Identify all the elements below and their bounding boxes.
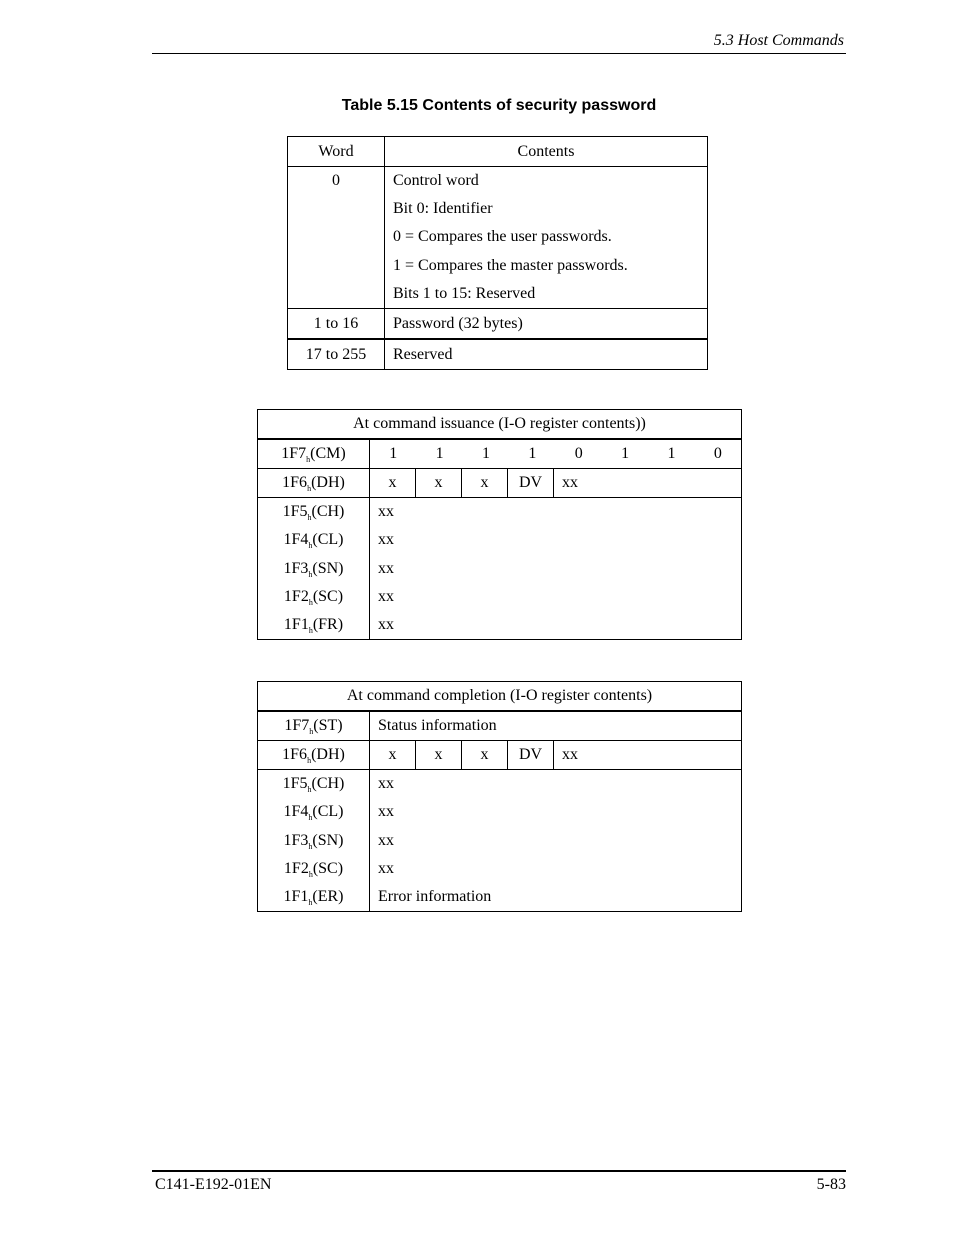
register-name: $1F2_h(SC)$ [283, 859, 344, 879]
register-rows-group [258, 498, 742, 640]
bit-value: 1 [528, 445, 537, 462]
register-row-dh [258, 469, 742, 498]
register-name: $1F6_h(DH)$ [258, 741, 370, 770]
bit-value: 1 [389, 445, 398, 462]
bit-value: x [370, 469, 416, 498]
word-cell: 0 [332, 172, 340, 189]
register-name: $1F4_h(CL)$ [283, 531, 344, 551]
register-name: $1F7_h(ST)$ [258, 711, 370, 741]
bit-value: xx [554, 469, 742, 498]
bit-value: x [462, 469, 508, 498]
table-row [288, 309, 708, 340]
command-code-bits [370, 439, 742, 469]
contents-line: Control word [393, 172, 479, 189]
bit-value: x [416, 469, 462, 498]
register-name: $1F5_h(CH)$ [282, 775, 345, 794]
bit-value: x [370, 741, 416, 770]
register-value: xx [378, 831, 394, 849]
bit-value: 1 [481, 445, 490, 462]
contents-cell: Reserved [385, 339, 708, 370]
header-rule [152, 53, 846, 54]
register-value: xx [378, 859, 394, 877]
word-cell: 17 to 255 [288, 339, 385, 370]
bit-value: 0 [574, 445, 583, 462]
register-value: xx [378, 616, 394, 634]
bit-value: 1 [621, 445, 630, 462]
completion-title: At command completion (I-O register contents) [258, 682, 742, 712]
table-row [288, 339, 708, 370]
table-row [288, 167, 708, 309]
bit-value: 0 [713, 445, 722, 462]
password-contents-table [287, 136, 708, 370]
contents-line: 1 = Compares the master passwords. [393, 256, 628, 274]
page-number: 5-83 [816, 1176, 846, 1193]
document-id: C141-E192-01EN [155, 1176, 272, 1193]
register-name: $1F5_h(CH)$ [282, 503, 345, 522]
bit-value: 1 [435, 445, 444, 462]
register-name: $1F6_h(DH)$ [258, 469, 370, 498]
register-value: xx [378, 559, 394, 577]
register-value: xx [378, 803, 394, 821]
register-row-cm [258, 439, 742, 469]
issuance-title: At command issuance (I-O register contents)) [258, 410, 742, 440]
contents-line: 0 = Compares the user passwords. [393, 228, 612, 246]
register-name: $1F2_h(SC)$ [283, 587, 344, 607]
table-title-row [258, 410, 742, 440]
register-name: $1F4_h(CL)$ [283, 803, 344, 823]
footer-rule [152, 1170, 846, 1172]
contents-cell [385, 167, 708, 309]
contents-cell: Password (32 bytes) [385, 309, 708, 340]
bit-value: DV [508, 469, 554, 498]
table-title: Table 5.15 Contents of security password [341, 97, 657, 114]
completion-register-table [257, 681, 742, 912]
register-name: $1F7_h(CM)$ [258, 439, 370, 469]
bit-value: DV [508, 741, 554, 770]
column-header-contents: Contents [385, 137, 708, 167]
table-header-row [288, 137, 708, 167]
register-name: $1F3_h(SN)$ [283, 831, 344, 851]
register-name: $1F1_h(ER)$ [283, 888, 344, 908]
table-title-row [258, 682, 742, 712]
register-rows-group [258, 770, 742, 912]
register-value: xx [378, 503, 394, 520]
register-value: xx [378, 587, 394, 605]
issuance-register-table [257, 409, 742, 640]
bit-value: x [416, 741, 462, 770]
register-row-dh [258, 741, 742, 770]
column-header-word: Word [288, 137, 385, 167]
register-value: xx [378, 531, 394, 549]
word-cell: 1 to 16 [288, 309, 385, 340]
register-value: Error information [378, 888, 492, 906]
contents-line: Bit 0: Identifier [393, 200, 493, 218]
bit-value: 1 [667, 445, 676, 462]
register-value: xx [378, 775, 394, 792]
contents-line: Bits 1 to 15: Reserved [393, 284, 536, 302]
bit-value: x [462, 741, 508, 770]
register-name: $1F3_h(SN)$ [283, 559, 344, 579]
bit-value: xx [554, 741, 742, 770]
register-value: Status information [370, 711, 742, 741]
register-name: $1F1_h(FR)$ [283, 616, 344, 636]
register-row-st [258, 711, 742, 741]
running-header: 5.3 Host Commands [713, 32, 844, 49]
